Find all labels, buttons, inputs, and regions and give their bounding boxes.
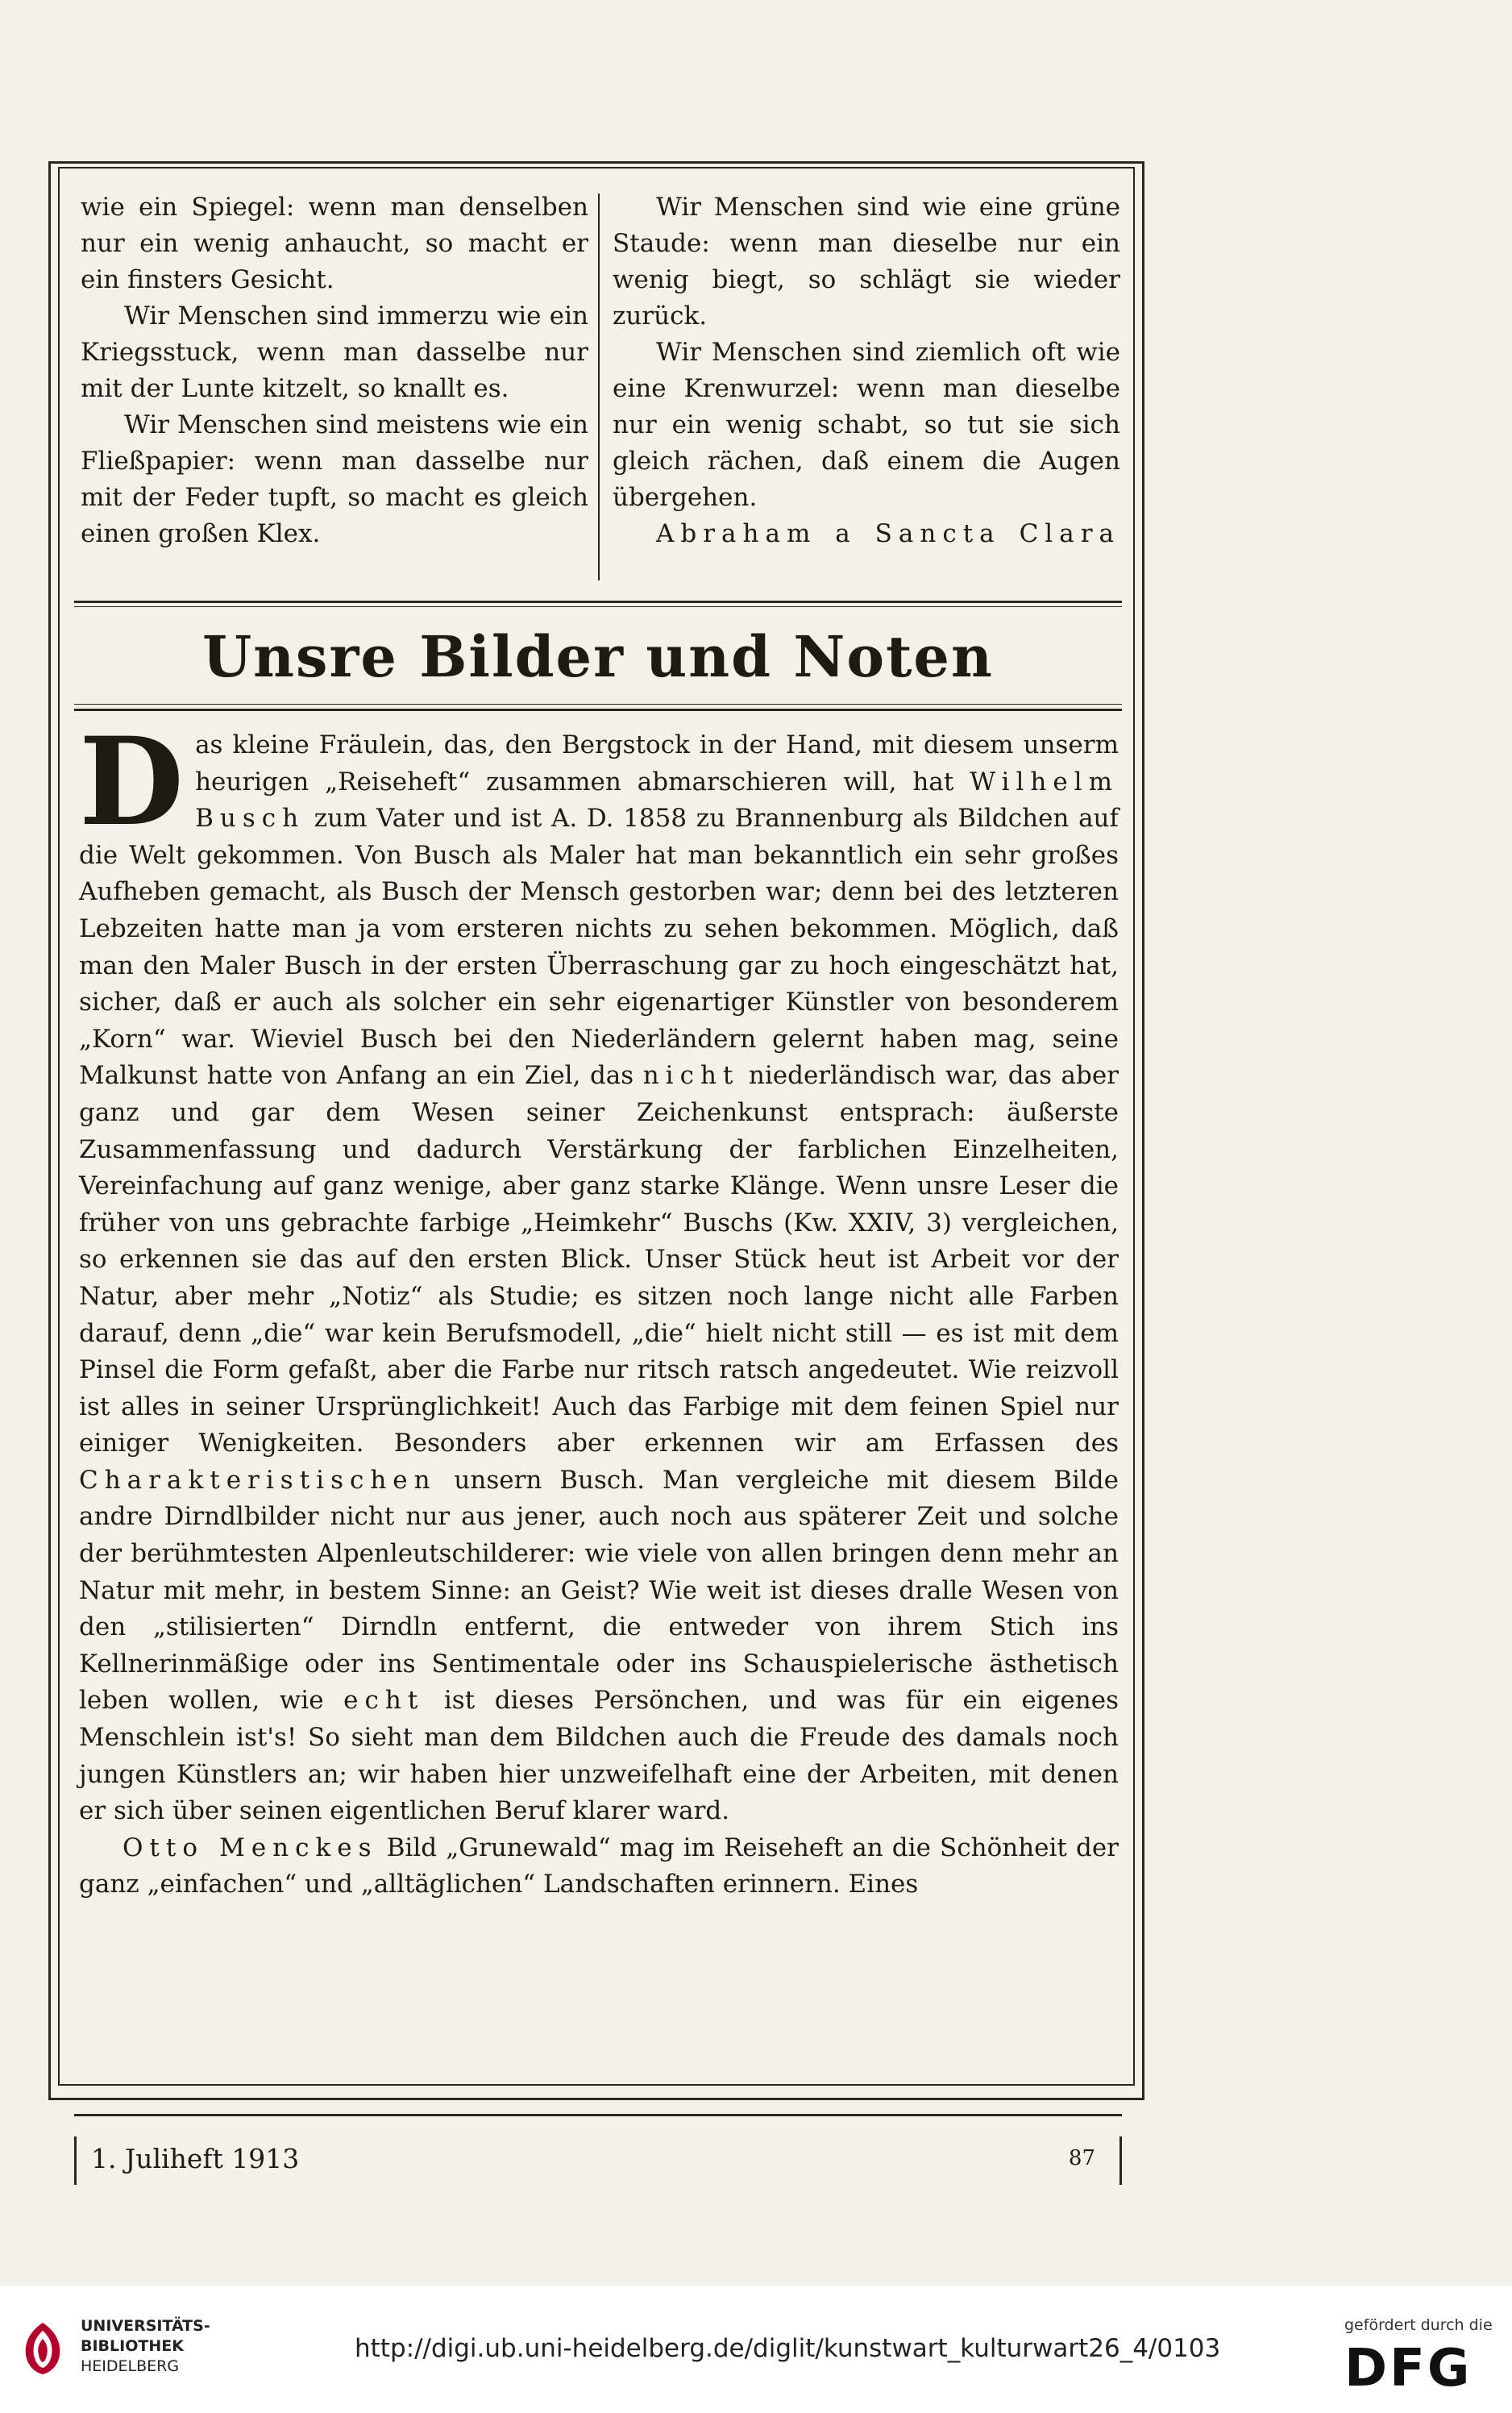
drop-cap: D bbox=[79, 711, 185, 853]
article-paragraph bbox=[79, 1830, 1119, 1903]
institution-line: HEIDELBERG bbox=[81, 2357, 180, 2375]
university-seal-icon bbox=[18, 2319, 68, 2378]
quote-paragraph: Wir Menschen sind meistens wie ein Fließpapier: wenn man dasselbe nur mit der Feder tupft, so macht es gleich einen großen Klex. bbox=[81, 410, 588, 548]
quotation-right-column bbox=[613, 189, 1120, 552]
divider-rule bbox=[74, 601, 1122, 603]
quote-paragraph: wie ein Spiegel: wenn man denselben nur ein wenig anhaucht, so macht er ein finsters Gesicht. bbox=[81, 193, 588, 294]
page-number: 87 bbox=[1068, 2146, 1095, 2170]
text-run: niederländisch war, das aber ganz und gar dem Wesen seiner Zeichenkunst entsprach: äußerste Zusammenfassung und dadurch Verstärkung der farblichen Einzelheiten, Vereinfachung auf ganz wenige, aber ganz starke Klänge. Wenn unsre Leser die früher von uns gebrachte farbige „Heimkehr“ Buschs (Kw. XXIV, 3) vergleichen, so erkennen sie das auf den ersten Blick. Unser Stück heut ist Arbeit vor der Natur, aber mehr „Notiz“ als Studie; es sitzen noch lange nicht alle Farben darauf, denn „die“ war kein Berufsmodell, „die“ hielt nicht still — es ist mit dem Pinsel die Form gefaßt, aber die Farbe nur ritsch ratsch angedeutet. Wie reizvoll ist alles in seiner Ursprünglichkeit! Auch das Farbige mit dem feinen Spiel nur einiger Wenigkeiten. Besonders aber erkennen wir am Erfassen des bbox=[79, 1061, 1119, 1458]
text-run: zum Vater und ist A. D. 1858 zu Brannenburg als Bildchen auf die Welt gekommen. Von Busch als Maler hat man bekanntlich ein sehr großes Aufheben gemacht, als Busch der Mensch gestorben war; denn bei des letzteren Lebzeiten hatte man ja vom ersteren nichts zu sehen bekommen. Möglich, daß man den Maler Busch in der ersten Überraschung gar zu hoch eingeschätzt hat, sicher, daß er auch als solcher ein sehr eigenartiger Künstler von besonderem „Korn“ war. Wieviel Busch bei den Niederländern gelernt haben mag, seine Malkunst hatte von Anfang an ein Ziel, das bbox=[79, 804, 1119, 1091]
quote-attribution: Abraham a Sancta Clara bbox=[656, 519, 1120, 548]
dfg-logo: DFG bbox=[1344, 2339, 1473, 2398]
artist-name: Wilhelm Busch bbox=[195, 767, 1119, 834]
divider-rule bbox=[74, 2114, 1122, 2116]
quotation-box bbox=[74, 181, 1122, 601]
page-footer bbox=[74, 2136, 1122, 2185]
text-run: ist dieses Persönchen, und was für ein eigenes Menschlein ist's! So sieht man dem Bildchen auch die Freude des damals noch jungen Künstlers an; wir haben hier unzweifelhaft eine der Arbeiten, mit denen er sich über seinen eigentlichen Beruf klarer ward. bbox=[79, 1686, 1119, 1826]
quote-paragraph: Wir Menschen sind ziemlich oft wie eine Krenwurzel: wenn man dieselbe nur ein wenig schabt, so tut sie sich gleich rächen, daß einem die Augen übergehen. bbox=[613, 338, 1120, 512]
emphasis: echt bbox=[343, 1686, 425, 1716]
column-divider bbox=[598, 193, 600, 580]
section-heading: Unsre Bilder und Noten bbox=[202, 623, 994, 690]
quote-paragraph: Wir Menschen sind wie eine grüne Staude: wenn man dieselbe nur ein wenig biegt, so schlägt sie wieder zurück. bbox=[613, 193, 1120, 331]
artist-name: Otto Menckes bbox=[123, 1833, 378, 1862]
divider-rule bbox=[74, 606, 1122, 607]
institution-line: UNIVERSITÄTS- bbox=[81, 2317, 210, 2335]
text-run: Bild „Grunewald“ mag im Reiseheft an die Schönheit der ganz „einfachen“ und „alltäglichen“ Landschaften erinnern. Eines bbox=[79, 1833, 1119, 1899]
article-body bbox=[79, 711, 1119, 1903]
funding-label: gefördert durch die bbox=[1344, 2316, 1493, 2334]
source-url-link[interactable]: http://digi.ub.uni-heidelberg.de/diglit/kunstwart_kulturwart26_4/0103 bbox=[355, 2334, 1221, 2363]
article-paragraph bbox=[79, 711, 1119, 1830]
university-name bbox=[81, 2316, 210, 2377]
quotation-left-column bbox=[81, 189, 588, 552]
text-run: as kleine Fräulein, das, den Bergstock in der Hand, mit diesem unserm heurigen „Reiseheft“ zusammen abmarschieren will, hat bbox=[195, 730, 1119, 797]
divider-rule bbox=[74, 704, 1122, 705]
quote-paragraph: Wir Menschen sind immerzu wie ein Kriegsstuck, wenn man dasselbe nur mit der Lunte kitzelt, so knallt es. bbox=[81, 302, 588, 403]
issue-label: 1. Juliheft 1913 bbox=[91, 2143, 300, 2174]
divider-rule bbox=[74, 709, 1122, 711]
text-run: unsern Busch. Man vergleiche mit diesem Bilde andre Dirndlbilder nicht nur aus jener, auch noch aus späterer Zeit und solche der berühmtesten Alpenleutschilderer: wie viele von allen bringen denn mehr an Natur mit mehr, in bestem Sinne: an Geist? Wie weit ist dieses dralle Wesen von den „stilisierten“ Dirndln entfernt, die entweder von ihrem Stich ins Kellnerinmäßige oder ins Sentimentale oder ins Schauspielerische ästhetisch leben wollen, wie bbox=[79, 1465, 1119, 1716]
emphasis: Charakteristischen bbox=[79, 1465, 437, 1495]
emphasis: nicht bbox=[642, 1061, 740, 1091]
institution-line: BIBLIOTHEK bbox=[81, 2337, 184, 2355]
digitization-bar bbox=[0, 2286, 1512, 2413]
